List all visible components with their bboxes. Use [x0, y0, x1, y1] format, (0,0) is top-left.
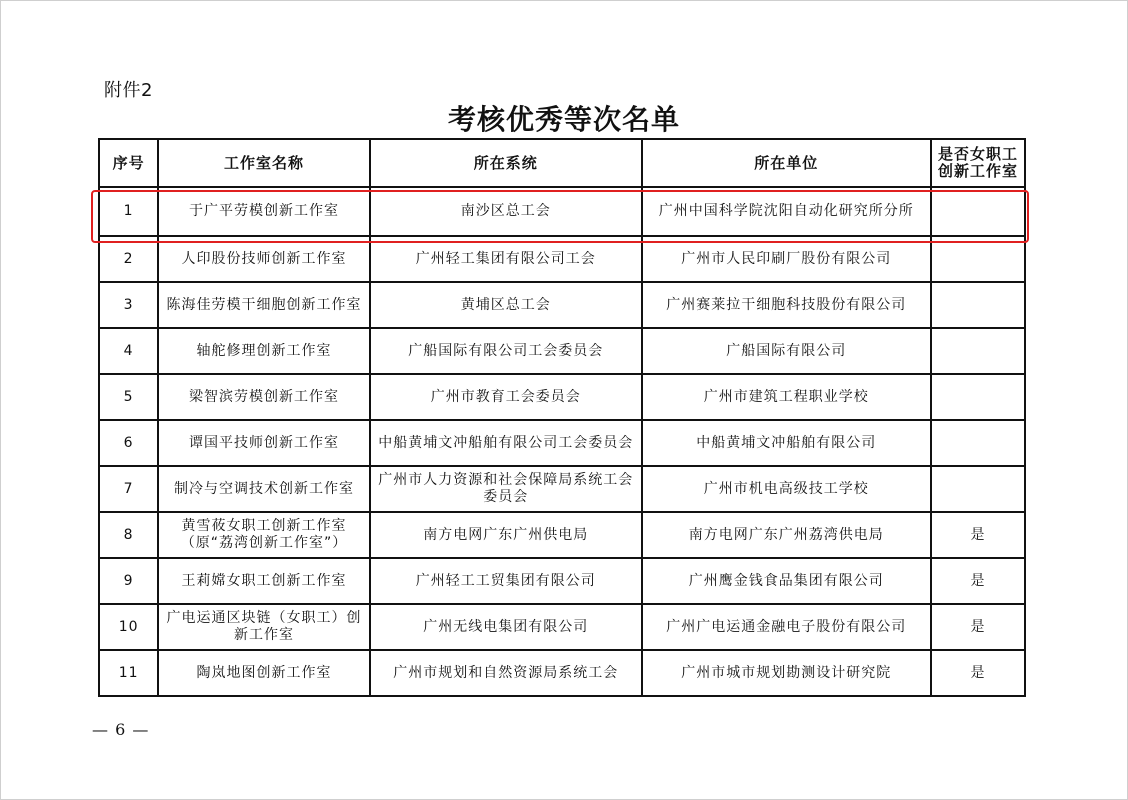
header-no: 序号: [99, 139, 158, 187]
cell-name: 广电运通区块链（女职工）创新工作室: [158, 604, 370, 650]
table-row: [99, 650, 1025, 696]
cell-no: 5: [99, 374, 158, 420]
table-row: [99, 512, 1025, 558]
cell-no: 10: [99, 604, 158, 650]
cell-no: 4: [99, 328, 158, 374]
page-title: 考核优秀等次名单: [447, 103, 680, 136]
cell-system: 黄埔区总工会: [370, 282, 642, 328]
cell-name: 于广平劳模创新工作室: [158, 187, 370, 236]
cell-female: [931, 466, 1025, 512]
cell-unit: 广州市机电高级技工学校: [642, 466, 931, 512]
cell-female: [931, 328, 1025, 374]
cell-system: 广州无线电集团有限公司: [370, 604, 642, 650]
cell-system: 广州市人力资源和社会保障局系统工会委员会: [370, 466, 642, 512]
table-row: [99, 558, 1025, 604]
cell-system: 广船国际有限公司工会委员会: [370, 328, 642, 374]
cell-no: 6: [99, 420, 158, 466]
table-row: [99, 374, 1025, 420]
cell-female: [931, 282, 1025, 328]
cell-system: 南沙区总工会: [370, 187, 642, 236]
cell-unit: 广船国际有限公司: [642, 328, 931, 374]
cell-female: 是: [931, 512, 1025, 558]
cell-no: 8: [99, 512, 158, 558]
cell-no: 11: [99, 650, 158, 696]
header-system: 所在系统: [370, 139, 642, 187]
cell-name: 黄雪莜女职工创新工作室（原“荔湾创新工作室”）: [158, 512, 370, 558]
cell-unit: 广州广电运通金融电子股份有限公司: [642, 604, 931, 650]
cell-female: [931, 187, 1025, 236]
cell-no: 1: [99, 187, 158, 236]
cell-unit: 广州中国科学院沈阳自动化研究所分所: [642, 187, 931, 236]
cell-unit: 广州市人民印刷厂股份有限公司: [642, 236, 931, 282]
cell-female: 是: [931, 604, 1025, 650]
page-number: — 6 —: [92, 720, 150, 739]
cell-no: 2: [99, 236, 158, 282]
cell-no: 7: [99, 466, 158, 512]
table-header-row: [99, 139, 1025, 187]
cell-unit: 广州鹰金钱食品集团有限公司: [642, 558, 931, 604]
cell-female: 是: [931, 558, 1025, 604]
cell-name: 轴舵修理创新工作室: [158, 328, 370, 374]
table-row: [99, 604, 1025, 650]
cell-female: [931, 236, 1025, 282]
cell-name: 陶岚地图创新工作室: [158, 650, 370, 696]
attachment-label: 附件2: [104, 80, 153, 101]
cell-system: 广州轻工工贸集团有限公司: [370, 558, 642, 604]
cell-unit: 南方电网广东广州荔湾供电局: [642, 512, 931, 558]
cell-system: 中船黄埔文冲船舶有限公司工会委员会: [370, 420, 642, 466]
header-unit: 所在单位: [642, 139, 931, 187]
table-row: [99, 236, 1025, 282]
cell-unit: 广州赛莱拉干细胞科技股份有限公司: [642, 282, 931, 328]
table-row: [99, 466, 1025, 512]
header-name: 工作室名称: [158, 139, 370, 187]
cell-unit: 广州市建筑工程职业学校: [642, 374, 931, 420]
cell-system: 广州市规划和自然资源局系统工会: [370, 650, 642, 696]
cell-name: 梁智滨劳模创新工作室: [158, 374, 370, 420]
cell-system: 南方电网广东广州供电局: [370, 512, 642, 558]
cell-system: 广州轻工集团有限公司工会: [370, 236, 642, 282]
cell-female: [931, 374, 1025, 420]
table-row: [99, 282, 1025, 328]
cell-name: 制冷与空调技术创新工作室: [158, 466, 370, 512]
header-female: 是否女职工创新工作室: [931, 139, 1025, 187]
cell-system: 广州市教育工会委员会: [370, 374, 642, 420]
table-row: [99, 420, 1025, 466]
cell-name: 人印股份技师创新工作室: [158, 236, 370, 282]
cell-name: 谭国平技师创新工作室: [158, 420, 370, 466]
cell-no: 3: [99, 282, 158, 328]
table-row: [99, 328, 1025, 374]
cell-unit: 中船黄埔文冲船舶有限公司: [642, 420, 931, 466]
cell-female: 是: [931, 650, 1025, 696]
cell-name: 陈海佳劳模干细胞创新工作室: [158, 282, 370, 328]
cell-no: 9: [99, 558, 158, 604]
honor-list-table: [98, 138, 1026, 697]
table-row: [99, 187, 1025, 236]
cell-female: [931, 420, 1025, 466]
cell-name: 王莉嫦女职工创新工作室: [158, 558, 370, 604]
cell-unit: 广州市城市规划勘测设计研究院: [642, 650, 931, 696]
